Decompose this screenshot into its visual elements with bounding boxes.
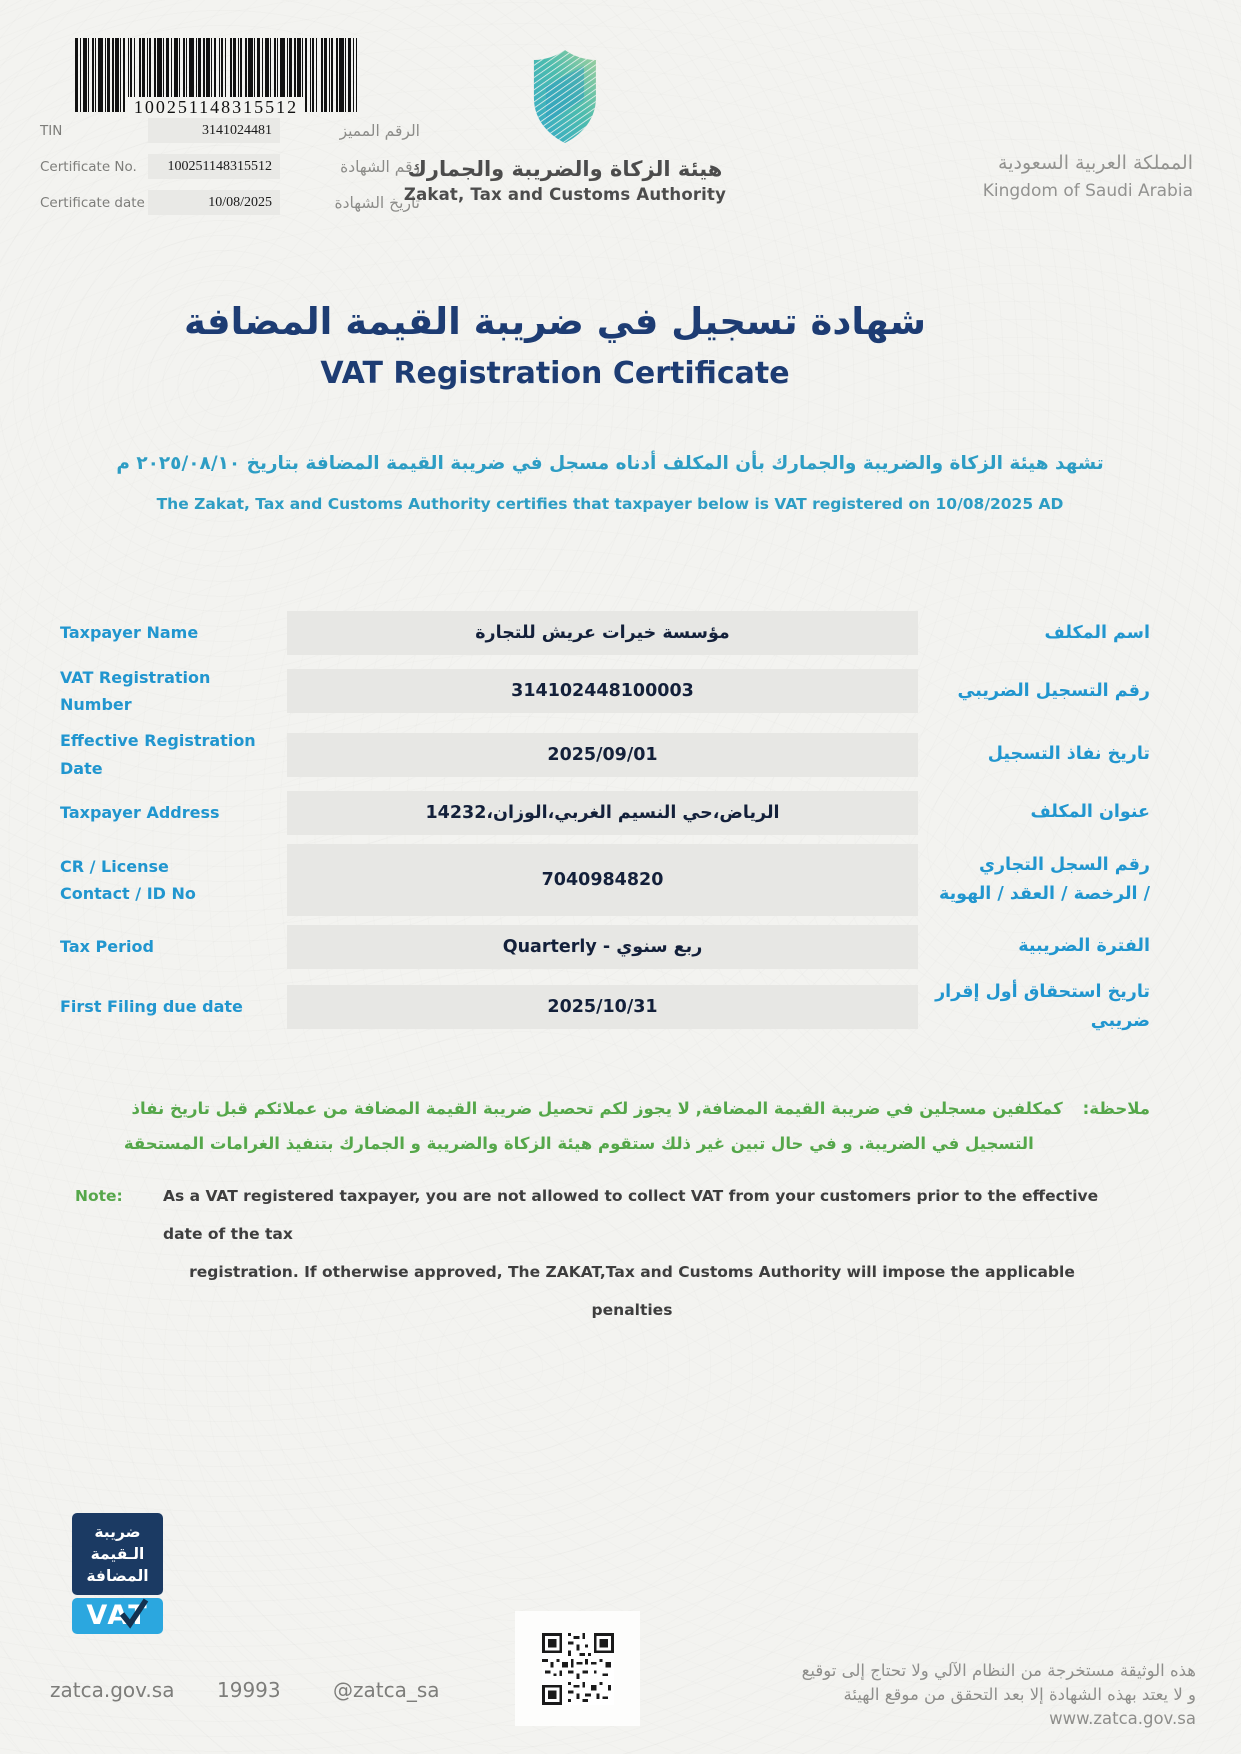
certification-statement: [116, 453, 1103, 513]
certificate-date-row: [40, 190, 420, 215]
row-label-ar: اسم المكلف: [1044, 622, 1150, 643]
table-row-taxpayer-name: [60, 611, 1150, 655]
table-row-taxpayer-address: [60, 791, 1150, 835]
row-value: الرياض،حي النسيم الغربي،الوزان،14232: [425, 802, 780, 823]
certificate-date-value: 10/08/2025: [208, 194, 272, 210]
note-english: [75, 1178, 1101, 1330]
row-value-box: [287, 733, 918, 777]
note-english-body: As a VAT registered taxpayer, you are not allowed to collect VAT from your customers prior to the effective date of the tax registration. If otherwise approved, The ZAKAT,Tax and Customs Authority will impose the applicable penalties: [163, 1187, 1099, 1319]
row-value-box: [287, 611, 918, 655]
row-label-en: Tax Period: [60, 937, 154, 957]
footer-phone: 19993: [217, 1678, 281, 1702]
vat-logo-text: VAT: [86, 1600, 149, 1631]
certificate-date-label-en: Certificate date: [40, 194, 145, 211]
tin-label-ar: الرقم المميز: [339, 121, 420, 140]
row-label-en: Effective Registration Date: [60, 731, 256, 778]
row-value: 314102448100003: [511, 681, 694, 702]
row-label-ar: عنوان المكلف: [1030, 802, 1150, 823]
table-row-effective-registration-date: [60, 727, 1150, 781]
disclaimer-line-1: هذه الوثيقة مستخرجة من النظام الآلي ولا تحتاج إلى توقيع: [801, 1661, 1196, 1680]
tin-value: 3141024481: [202, 122, 272, 138]
barcode: [75, 38, 357, 117]
row-label-ar: تاريخ نفاذ التسجيل: [987, 744, 1150, 765]
row-label-en: VAT Registration Number: [60, 668, 211, 715]
vat-logo: [72, 1513, 163, 1634]
certificate-no-value: 100251148315512: [167, 158, 272, 174]
registration-details-table: [60, 611, 1150, 1045]
authority-name-english: Zakat, Tax and Customs Authority: [403, 185, 727, 204]
row-label-ar: تاريخ استحقاق أول إقرار ضريبي: [935, 981, 1150, 1031]
row-value: ربع سنوي - Quarterly: [502, 936, 703, 957]
kingdom-name-arabic: المملكة العربية السعودية: [998, 152, 1193, 174]
certificate-date-value-box: [148, 190, 280, 215]
row-label-en: First Filing due date: [60, 997, 243, 1017]
barcode-number: 100251148315512: [128, 97, 304, 118]
zatca-logo: [404, 48, 726, 204]
row-label-en: Taxpayer Address: [60, 803, 220, 823]
table-row-first-filing-due-date: [60, 978, 1150, 1036]
certificate-no-value-box: [148, 154, 280, 179]
row-value-box: [287, 925, 918, 969]
authority-name-arabic: هيئة الزكاة والضريبة والجمارك: [407, 157, 723, 181]
row-label-ar: رقم السجل التجاري / الرخصة / العقد / الهوية: [939, 854, 1150, 904]
vat-logo-vat-box: [72, 1598, 163, 1634]
certificate-title-english: VAT Registration Certificate: [320, 356, 790, 391]
note-english-label: Note:: [75, 1187, 123, 1205]
tin-value-box: [148, 118, 280, 143]
footer-social: @zatca_sa: [333, 1678, 440, 1702]
qr-code-icon: [540, 1633, 616, 1705]
table-row-cr-license: [60, 844, 1150, 916]
row-value-box: [287, 844, 918, 916]
certificate-no-label-ar: رقم الشهادة: [340, 157, 420, 176]
statement-english: The Zakat, Tax and Customs Authority certifies that taxpayer below is VAT registered on 10/08/2025 AD: [156, 495, 1064, 513]
vat-logo-check-icon: [119, 1597, 149, 1629]
qr-code: [515, 1611, 640, 1726]
certificate-title-arabic: شهادة تسجيل في ضريبة القيمة المضافة: [183, 300, 927, 343]
tin-label-en: TIN: [40, 122, 63, 139]
vat-logo-arabic-box: ضريبة الـقيمة المضافة: [72, 1513, 163, 1595]
row-label-en: CR / License Contact / ID No: [60, 856, 196, 903]
kingdom-name-english: Kingdom of Saudi Arabia: [982, 181, 1193, 201]
certificate-date-label-ar: تاريخ الشهادة: [334, 193, 420, 212]
certificate-title: [184, 300, 926, 391]
row-label-ar: الفترة الضريبية: [1018, 936, 1150, 957]
row-value: مؤسسة خيرات عريش للتجارة: [475, 623, 730, 643]
footer-website: zatca.gov.sa: [50, 1678, 175, 1702]
row-label-en: Taxpayer Name: [60, 623, 199, 643]
note-arabic-body: كمكلفين مسجلين في ضريبة القيمة المضافة, لا يجوز لكم تحصيل ضريبة القيمة المضافة من عملائكم قبل تاريخ نفاذ التسجيل في الضريبة. و في حال تبين غير ذلك ستقوم هيئة الزكاة والضريبة و الجمارك بتنفيذ الغرامات المستحقة: [123, 1099, 1063, 1154]
note-arabic: [95, 1091, 1150, 1162]
row-value: 2025/09/01: [547, 744, 658, 765]
table-row-tax-period: [60, 925, 1150, 969]
kingdom-block: [983, 152, 1193, 201]
statement-arabic: تشهد هيئة الزكاة والضريبة والجمارك بأن المكلف أدناه مسجل في ضريبة القيمة المضافة بتاريخ ٢٠٢٥/٠٨/١٠ م: [116, 453, 1104, 474]
row-value: 2025/10/31: [547, 996, 658, 1017]
certificate-no-row: [40, 154, 420, 179]
zatca-shield-icon: [532, 48, 598, 145]
tin-row: [40, 118, 420, 143]
certificate-no-label-en: Certificate No.: [40, 158, 137, 175]
footer-disclaimer: [802, 1659, 1196, 1731]
table-row-vat-registration-number: [60, 664, 1150, 718]
row-value-box: [287, 985, 918, 1029]
row-label-ar: رقم التسجيل الضريبي: [957, 680, 1150, 701]
note-arabic-label: ملاحظة:: [1082, 1099, 1150, 1118]
row-value-box: [287, 669, 918, 713]
row-value-box: [287, 791, 918, 835]
header-fields: [40, 118, 420, 226]
disclaimer-url: www.zatca.gov.sa: [1049, 1709, 1196, 1728]
disclaimer-line-2: و لا يعتد بهذه الشهادة إلا بعد التحقق من موقع الهيئة: [843, 1685, 1196, 1704]
row-value: 7040984820: [541, 869, 664, 890]
